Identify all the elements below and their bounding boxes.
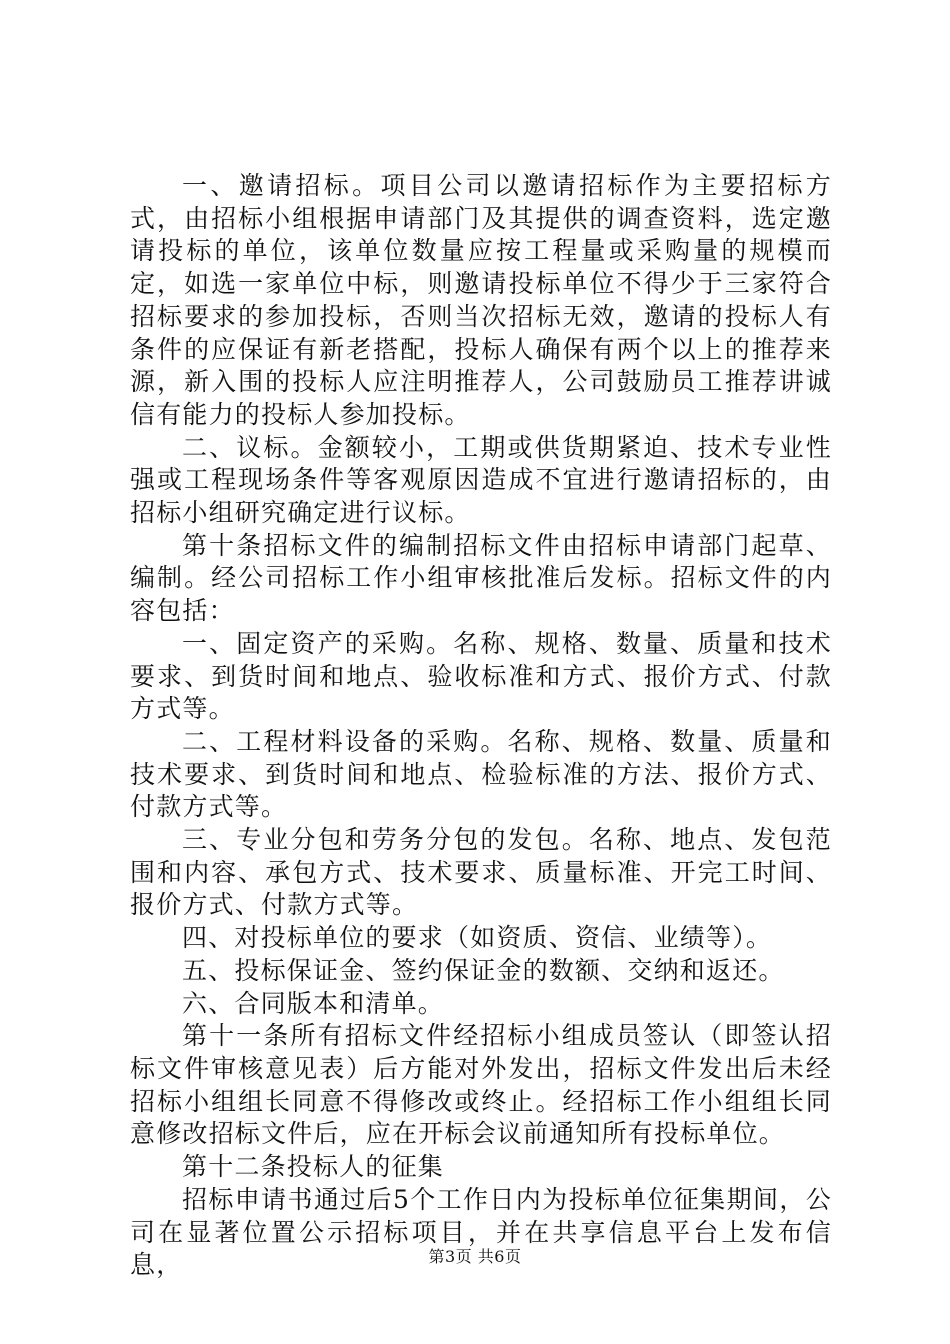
paragraph-subcontracting: 三、专业分包和劳务分包的发包。名称、地点、发包范围和内容、承包方式、技术要求、质量标准、开完工时间、报价方式、付款方式等。 — [130, 825, 832, 920]
paragraph-article-11: 第十一条所有招标文件经招标小组成员签认（即签认招标文件审核意见表）后方能对外发出，招标文件发出后未经招标小组组长同意不得修改或终止。经招标工作小组组长同意修改招标文件后，应在开标会议前通知所有投标单位。 — [130, 1021, 832, 1149]
page-number-footer: 第3页 共6页 — [428, 1247, 522, 1266]
paragraph-article-10: 第十条招标文件的编制招标文件由招标申请部门起草、编制。经公司招标工作小组审核批准后发标。招标文件的内容包括： — [130, 530, 832, 626]
paragraph-bid-bond: 五、投标保证金、签约保证金的数额、交纳和返还。 — [182, 955, 785, 985]
paragraph-article-12-heading: 第十二条投标人的征集 — [182, 1152, 445, 1182]
paragraph-engineering-materials: 二、工程材料设备的采购。名称、规格、数量、质量和技术要求、到货时间和地点、检验标准的方法、报价方式、付款方式等。 — [130, 726, 832, 822]
paragraph-negotiated-bidding: 二、议标。金额较小，工期或供货期紧迫、技术专业性强或工程现场条件等客观原因造成不宜进行邀请招标的，由招标小组研究确定进行议标。 — [130, 432, 832, 528]
paragraph-bidder-collection: 招标申请书通过后5个工作日内为投标单位征集期间，公司在显著位置公示招标项目，并在共享信息平台上发布信息， — [130, 1184, 832, 1280]
document-body — [130, 170, 832, 1282]
paragraph-contract-version: 六、合同版本和清单。 — [182, 988, 445, 1018]
paragraph-fixed-assets: 一、固定资产的采购。名称、规格、数量、质量和技术要求、到货时间和地点、验收标准和方式、报价方式、付款方式等。 — [130, 628, 832, 724]
paragraph-invited-bidding: 一、邀请招标。项目公司以邀请招标作为主要招标方式，由招标小组根据申请部门及其提供的调查资料，选定邀请投标的单位，该单位数量应按工程量或采购量的规模而定，如选一家单位中标，则邀请投标单位不得少于三家符合招标要求的参加投标，否则当次招标无效，邀请的投标人有条件的应保证有新老搭配，投标人确保有两个以上的推荐来源，新入围的投标人应注明推荐人，公司鼓励员工推荐讲诚信有能力的投标人参加投标。 — [130, 171, 832, 429]
paragraph-bidder-requirements: 四、对投标单位的要求（如资质、资信、业绩等）。 — [182, 923, 773, 953]
